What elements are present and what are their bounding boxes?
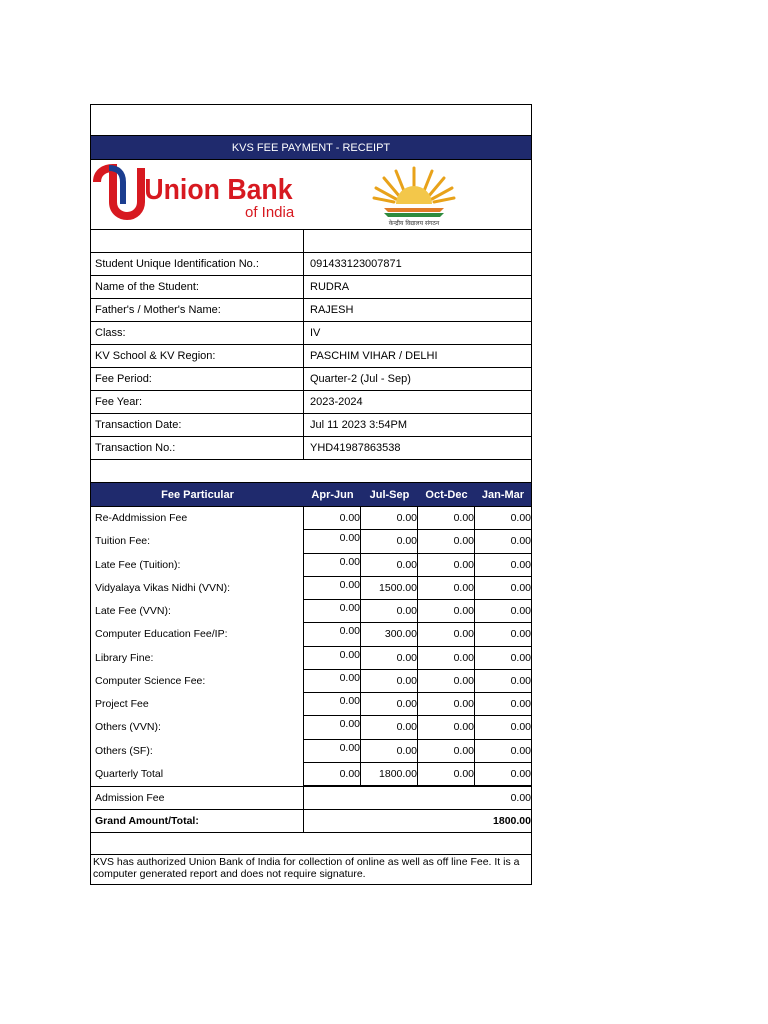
fee-amount: 0.00 xyxy=(304,670,361,693)
fee-amount: 0.00 xyxy=(475,600,531,623)
grand-total-row xyxy=(90,810,532,833)
fee-amount: 0.00 xyxy=(361,530,418,553)
fee-amount: 300.00 xyxy=(361,623,418,646)
fee-amount: 0.00 xyxy=(418,507,475,530)
union-bank-sub: of India xyxy=(245,204,295,221)
union-bank-wordmark: Union Bank xyxy=(144,172,293,206)
fee-particular: Computer Science Fee: xyxy=(91,670,304,693)
fee-amount: 0.00 xyxy=(418,716,475,739)
fee-amount: 0.00 xyxy=(361,600,418,623)
info-label: Transaction Date: xyxy=(91,414,304,436)
fee-amount: 0.00 xyxy=(361,670,418,693)
fee-amount: 0.00 xyxy=(418,763,475,786)
fee-amount: 0.00 xyxy=(418,554,475,577)
fee-amount: 0.00 xyxy=(475,716,531,739)
fee-amount: 0.00 xyxy=(418,530,475,553)
table-row xyxy=(91,577,531,600)
header-jul-sep: Jul-Sep xyxy=(369,489,410,501)
info-value: 2023-2024 xyxy=(310,396,363,408)
info-value: PASCHIM VIHAR / DELHI xyxy=(310,350,438,362)
fee-amount: 0.00 xyxy=(475,577,531,600)
fee-amount: 0.00 xyxy=(475,554,531,577)
fee-amount: 0.00 xyxy=(361,507,418,530)
info-value: Jul 11 2023 3:54PM xyxy=(310,419,408,431)
fee-amount: 0.00 xyxy=(475,693,531,716)
fee-amount: 0.00 xyxy=(418,600,475,623)
table-row xyxy=(91,740,531,763)
info-value: YHD41987863538 xyxy=(310,442,401,454)
fee-amount: 0.00 xyxy=(304,693,361,716)
fee-table-header xyxy=(90,483,532,507)
grand-total-value: 1800.00 xyxy=(493,815,531,827)
fee-particular: Late Fee (VVN): xyxy=(91,600,304,623)
table-row xyxy=(91,647,531,670)
header-fee-particular: Fee Particular xyxy=(161,489,234,501)
header-oct-dec: Oct-Dec xyxy=(425,489,468,501)
union-bank-logo xyxy=(91,160,305,230)
info-row xyxy=(90,345,532,368)
admission-fee-row xyxy=(90,787,532,810)
fee-amount: 0.00 xyxy=(304,530,361,553)
table-row xyxy=(91,507,531,530)
fee-particular: Late Fee (Tuition): xyxy=(91,554,304,577)
fee-particular: Computer Education Fee/IP: xyxy=(91,623,304,646)
fee-amount: 0.00 xyxy=(418,577,475,600)
fee-particular: Library Fine: xyxy=(91,647,304,670)
receipt-top-blank xyxy=(90,104,532,136)
header-apr-jun: Apr-Jun xyxy=(311,489,354,501)
info-row xyxy=(90,276,532,299)
fee-amount: 0.00 xyxy=(304,600,361,623)
table-row xyxy=(91,763,531,786)
info-value: Quarter-2 (Jul - Sep) xyxy=(310,373,411,385)
table-row xyxy=(91,716,531,739)
table-row xyxy=(91,693,531,716)
fee-receipt xyxy=(90,104,532,885)
info-value: IV xyxy=(310,327,321,339)
fee-amount: 0.00 xyxy=(361,740,418,763)
fee-amount: 0.00 xyxy=(475,740,531,763)
header-jan-mar: Jan-Mar xyxy=(481,489,525,501)
logo-row xyxy=(90,160,532,230)
info-label: Father's / Mother's Name: xyxy=(91,299,304,321)
fee-amount: 0.00 xyxy=(304,623,361,646)
grand-total-label: Grand Amount/Total: xyxy=(91,810,304,832)
kvs-logo-text: केन्द्रीय विद्यालय संगठन xyxy=(388,220,440,227)
fee-amount: 1500.00 xyxy=(361,577,418,600)
info-label: Class: xyxy=(91,322,304,344)
fee-amount: 0.00 xyxy=(475,763,531,786)
info-label: Student Unique Identification No.: xyxy=(91,253,304,275)
fee-amount: 0.00 xyxy=(304,763,361,786)
fee-amount: 0.00 xyxy=(418,693,475,716)
fee-amount: 0.00 xyxy=(361,647,418,670)
fee-amount: 0.00 xyxy=(418,623,475,646)
table-row xyxy=(91,670,531,693)
info-blank-row xyxy=(90,230,532,253)
fee-amount: 0.00 xyxy=(304,507,361,530)
fee-particular: Others (SF): xyxy=(91,740,304,763)
fee-particular: Quarterly Total xyxy=(91,763,304,786)
table-row xyxy=(91,600,531,623)
info-value: RAJESH xyxy=(310,304,354,316)
fee-amount: 0.00 xyxy=(361,554,418,577)
admission-fee-value: 0.00 xyxy=(510,792,531,804)
admission-fee-label: Admission Fee xyxy=(91,787,304,809)
kvs-logo xyxy=(305,160,531,229)
info-row xyxy=(90,299,532,322)
fee-particular: Tuition Fee: xyxy=(91,530,304,553)
receipt-title: KVS FEE PAYMENT - RECEIPT xyxy=(90,136,532,160)
fee-amount: 0.00 xyxy=(475,623,531,646)
fee-amount: 0.00 xyxy=(475,507,531,530)
fee-amount: 0.00 xyxy=(418,670,475,693)
fee-amount: 0.00 xyxy=(304,647,361,670)
fee-amount: 0.00 xyxy=(475,670,531,693)
table-row xyxy=(91,554,531,577)
fee-amount: 0.00 xyxy=(361,693,418,716)
fee-particular: Re-Addmission Fee xyxy=(91,507,304,530)
section-spacer xyxy=(90,460,532,483)
info-label: KV School & KV Region: xyxy=(91,345,304,367)
info-label: Transaction No.: xyxy=(91,437,304,459)
fee-particular: Vidyalaya Vikas Nidhi (VVN): xyxy=(91,577,304,600)
fee-amount: 0.00 xyxy=(304,740,361,763)
info-value: 091433123007871 xyxy=(310,258,402,270)
fee-particular: Others (VVN): xyxy=(91,716,304,739)
info-row xyxy=(90,414,532,437)
info-row xyxy=(90,253,532,276)
fee-amount: 0.00 xyxy=(304,554,361,577)
fee-amount: 0.00 xyxy=(304,716,361,739)
info-label: Fee Period: xyxy=(91,368,304,390)
fee-table-body xyxy=(90,507,532,787)
student-info xyxy=(90,253,532,460)
info-row xyxy=(90,368,532,391)
footer-gap xyxy=(90,833,532,855)
info-row xyxy=(90,437,532,460)
fee-amount: 0.00 xyxy=(361,716,418,739)
info-row xyxy=(90,322,532,345)
info-label: Name of the Student: xyxy=(91,276,304,298)
footer-note: KVS has authorized Union Bank of India for collection of online as well as off line Fee. It is a computer generated report and does not require signature. xyxy=(90,855,532,885)
fee-amount: 0.00 xyxy=(418,740,475,763)
fee-amount: 0.00 xyxy=(304,577,361,600)
table-row xyxy=(91,623,531,646)
info-value: RUDRA xyxy=(310,281,350,293)
fee-particular: Project Fee xyxy=(91,693,304,716)
table-row xyxy=(91,530,531,553)
info-row xyxy=(90,391,532,414)
fee-amount: 0.00 xyxy=(475,647,531,670)
fee-amount: 0.00 xyxy=(418,647,475,670)
info-label: Fee Year: xyxy=(91,391,304,413)
fee-amount: 0.00 xyxy=(475,530,531,553)
fee-amount: 1800.00 xyxy=(361,763,418,786)
